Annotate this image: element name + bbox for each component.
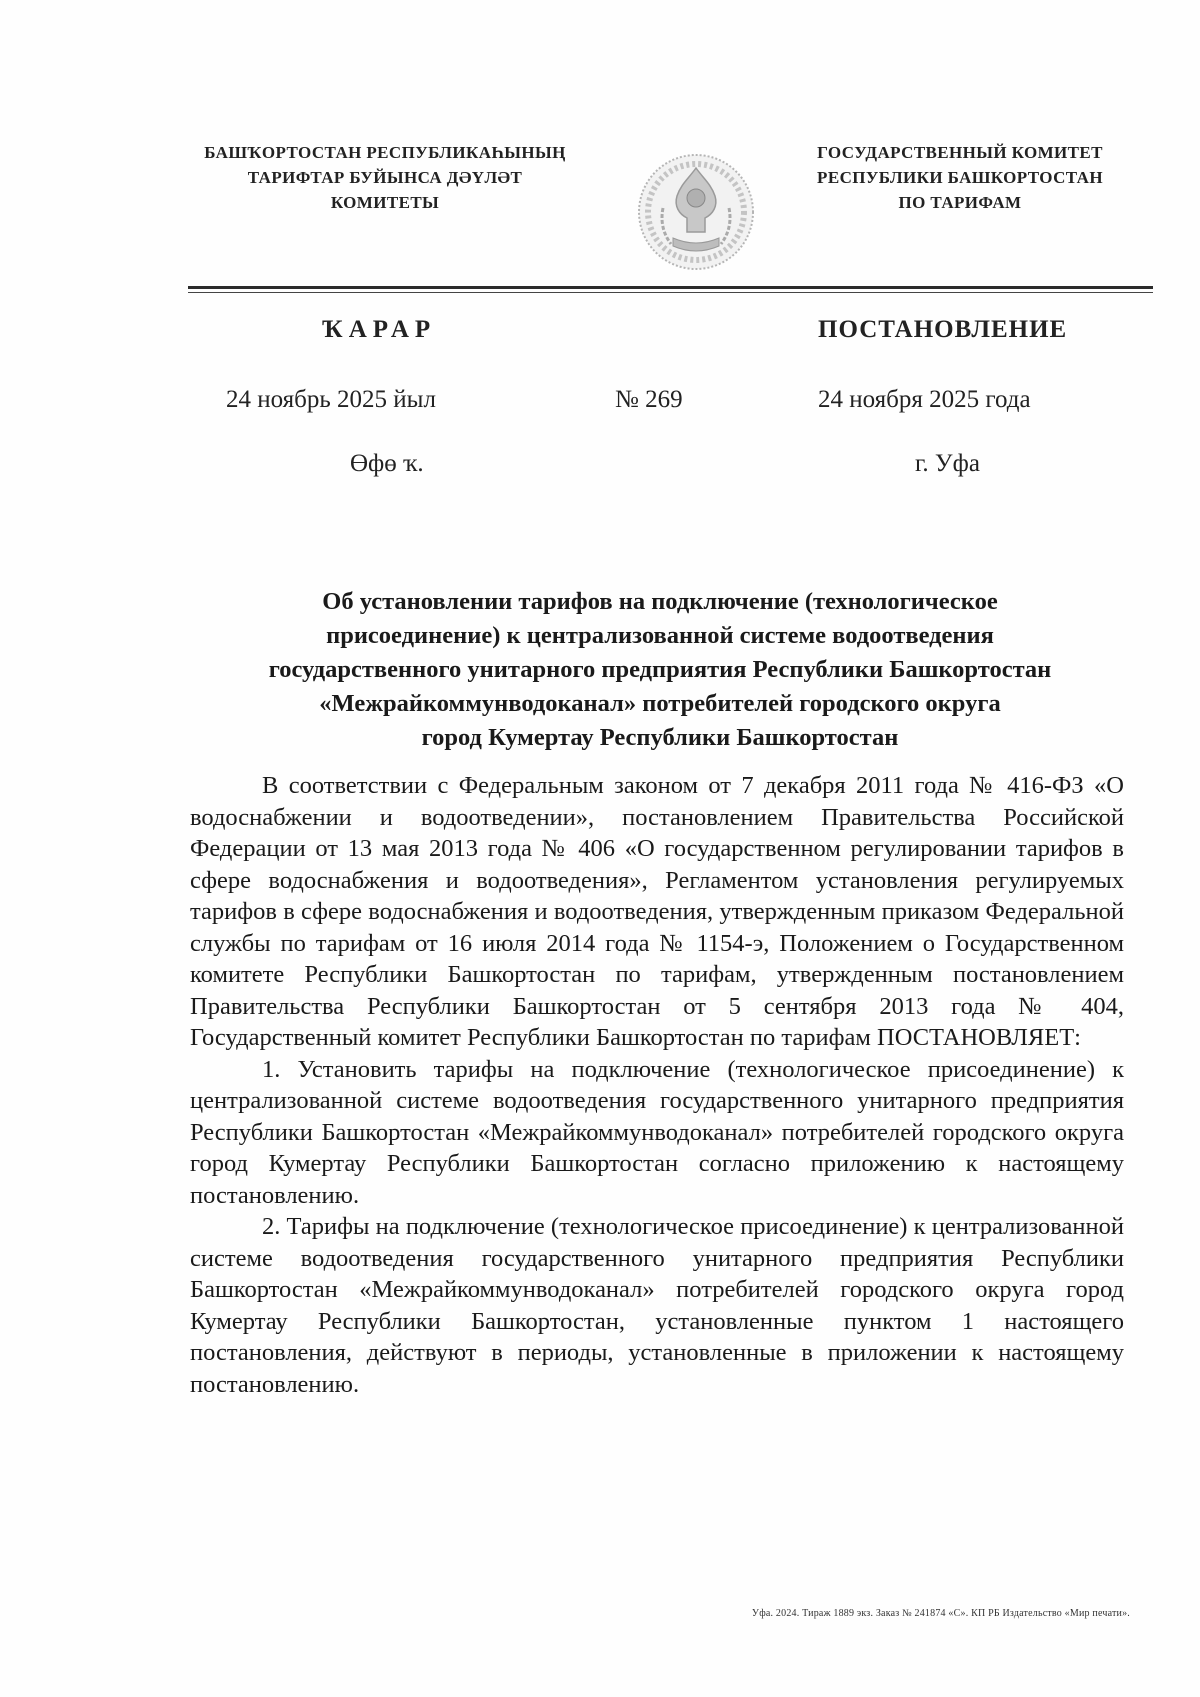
printer-imprint: Уфа. 2024. Тираж 1889 экз. Заказ № 241874 «С». КП РБ Издательство «Мир печати». [751, 1608, 1130, 1619]
preamble-paragraph: В соответствии с Федеральным законом от 7 декабря 2011 года № 416-ФЗ «О водоснабжении и водоотведении», постановлением Правительства Российской Федерации от 13 мая 2013 года № 406 «О государственном регулировании тарифов в сфере водоснабжения и водоотведения», Регламентом установления регулируемых тарифов в сфере водоснабжения и водоотведения, утвержденным приказом Федеральной службы по тарифам от 16 июля 2014 года № 1154-э, Положением о Государственном комитете Республики Башкортостан по тарифам, утвержденным постановлением Правительства Республики Башкортостан от 5 сентября 2013 года № 404, Государственный комитет Республики Башкортостан по тарифам ПОСТАНОВЛЯЕТ: [190, 772, 1124, 1051]
header-left-line: БАШҠОРТОСТАН РЕСПУБЛИКАҺЫНЫҢ [204, 143, 566, 162]
header-right-line: ГОСУДАРСТВЕННЫЙ КОМИТЕТ [817, 143, 1103, 162]
place-bashkir: Өфө ҡ. [350, 450, 424, 477]
header-divider-thin [188, 292, 1153, 293]
date-bashkir: 24 ноябрь 2025 йыл [226, 386, 436, 413]
document-title [200, 585, 1120, 755]
date-russian: 24 ноября 2025 года [818, 386, 1031, 413]
header-right-line: ПО ТАРИФАМ [898, 193, 1022, 212]
title-line: Об установлении тарифов на подключение (технологическое [322, 588, 998, 615]
header-divider-thick [188, 286, 1153, 289]
item-1-paragraph: 1. Установить тарифы на подключение (технологическое присоединение) к централизованной системе водоотведения государственного унитарного предприятия Республики Башкортостан «Межрайкоммунводоканал» потребителей городского округа город Кумертау Республики Башкортостан согласно приложению к настоящему постановлению. [190, 1055, 1124, 1209]
header-left-line: ТАРИФТАР БУЙЫНСА ДӘҮЛӘТ [247, 168, 523, 187]
title-line: город Кумертау Республики Башкортостан [421, 724, 899, 751]
place-russian: г. Уфа [915, 450, 980, 477]
header-russian-committee-name [780, 140, 1140, 215]
document-body [190, 770, 1124, 1400]
title-line: государственного унитарного предприятия Республики Башкортостан [268, 656, 1052, 683]
doc-type-bashkir: ҠАРАР [322, 316, 437, 343]
header-bashkir-committee-name [180, 140, 590, 215]
header-left-line: КОМИТЕТЫ [330, 193, 440, 212]
header-right-line: РЕСПУБЛИКИ БАШКОРТОСТАН [817, 168, 1103, 187]
item-2-paragraph: 2. Тарифы на подключение (технологическое присоединение) к централизованной системе водоотведения государственного унитарного предприятия Республики Башкортостан «Межрайкоммунводоканал» потребителей городского округа город Кумертау Республики Башкортостан, установленные пунктом 1 настоящего постановления, действуют в периоды, установленные в приложении к настоящему постановлению. [190, 1213, 1124, 1398]
document-number: № 269 [615, 386, 683, 413]
bashkortostan-coat-of-arms-icon [633, 148, 759, 278]
title-line: присоединение) к централизованной системе водоотведения [326, 622, 994, 649]
doc-type-russian: ПОСТАНОВЛЕНИЕ [818, 316, 1068, 343]
title-line: «Межрайкоммунводоканал» потребителей городского округа [319, 690, 1001, 717]
